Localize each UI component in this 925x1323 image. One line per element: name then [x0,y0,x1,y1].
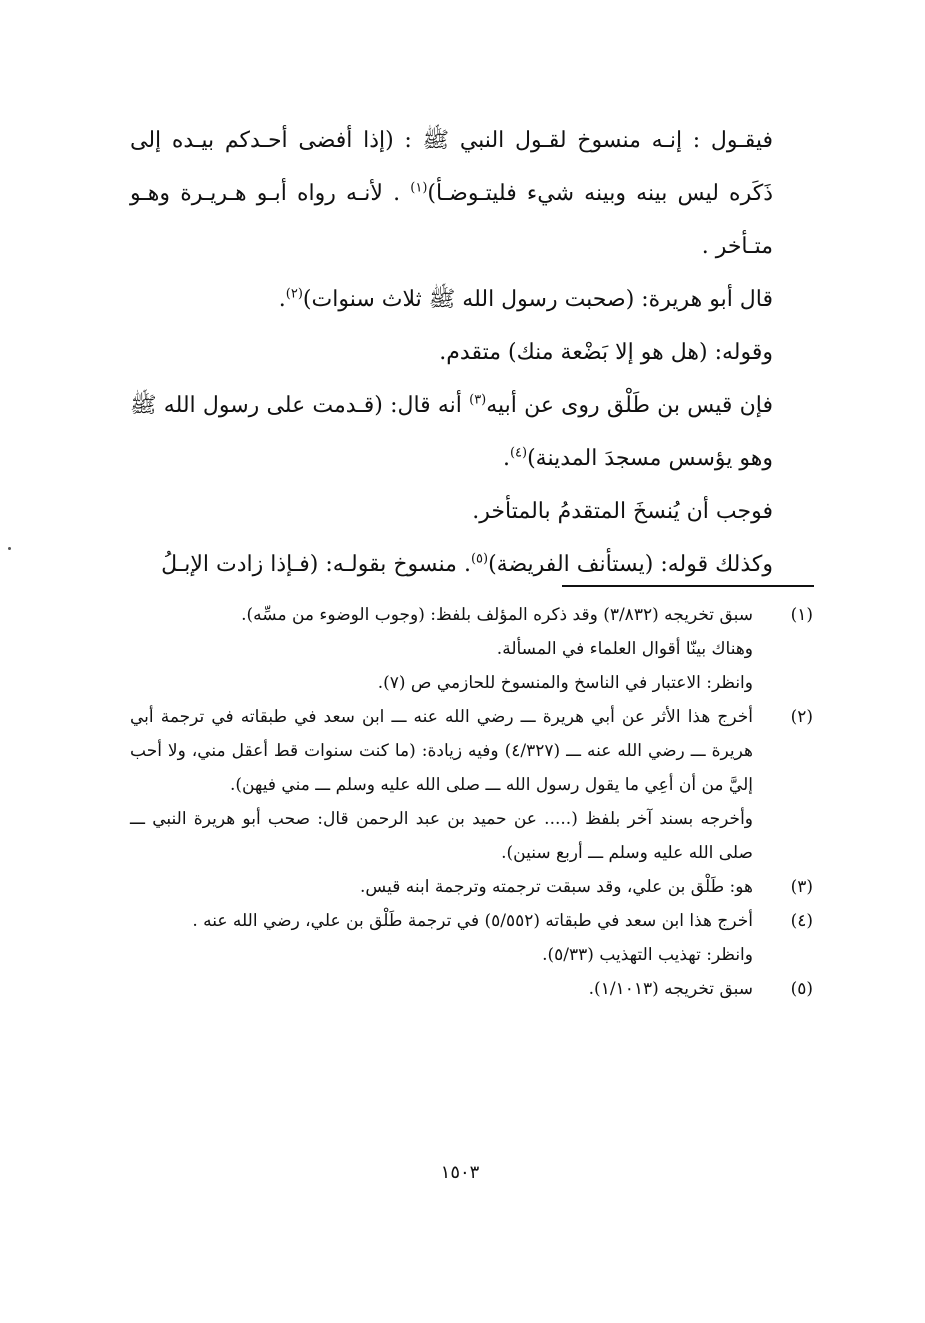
paragraph-1-text: فيقـول : إنـه منسوخ لقـول النبي ﷺ : (إذا أفضى أحـدكم بيـده إلى ذَكَره ليس بينه وبينه شيء فليتـوضـأ) [130,128,773,206]
paragraph-3: وقوله: (هل هو إلا بَضْعة منك) متقدم. [439,340,773,365]
footnote-body-4 [130,904,753,972]
paragraph-6 [130,538,815,591]
footnote-4-line-2: وانظر: تهذيب التهذيب (٥/٣٣). [542,945,753,965]
paragraph-1 [130,114,815,273]
paragraph-5: فوجب أن يُنسخَ المتقدمُ بالمتأخر. [472,499,773,524]
footnote-number-5: (٥) [790,979,813,999]
footnote-body-1 [130,598,753,700]
paragraph-2-tail: . [278,287,286,312]
footnotes [130,598,815,1006]
paragraph-4-tail: . [502,446,510,471]
paragraph-2 [130,273,815,326]
footnote-5-line-1: سبق تخريجه (١/١٠١٣). [588,979,753,999]
footnote-4-line-1: أخرج هذا ابن سعد في طبقاته (٥/٥٥٢) في ترجمة طَلْق بن علي، رضي الله عنه . [192,911,753,931]
footnote-2-line-1: أخرج هذا الأثر عن أبي هريرة ـــ رضي الله عنه ـــ ابن سعد في طبقاته في ترجمة أبي هريرة ـــ رضي الله عنه ـــ (٤/٣٢٧) وفيه زيادة: (ما كنت سنوات قط أعقل مني، ولا أحب إليَّ من أن أعِي ما يقول رسول الله ـــ صلى الله عليه وسلم ـــ مني فيهن). [130,707,753,795]
footnote-ref-4[interactable]: (٤) [509,445,528,461]
footnote-body-2 [130,700,753,870]
footnote-4 [130,904,815,972]
footnote-ref-5[interactable]: (٥) [470,551,489,567]
paragraph-6-text-a: وكذلك قوله: (يستأنف الفريضة) [488,552,773,577]
footnote-2 [130,700,815,870]
footnote-body-5 [130,972,753,1006]
main-text [130,114,815,591]
paragraph-4 [130,379,815,485]
footnote-1-line-3: وانظر: الاعتبار في الناسخ والمنسوخ للحازمي ص (٧). [377,673,753,693]
footnote-number-4: (٤) [790,911,813,931]
paragraph-1-tail: . لأنـه رواه أبـو هـريـرة وهـو متـأخر . [130,181,773,259]
footnote-ref-1[interactable]: (١) [410,180,428,196]
footnote-number-1: (١) [790,605,813,625]
page-number: ١٥٠٣ [440,1162,480,1183]
paragraph-4-text-a: فإن قيس بن طَلْق روى عن أبيه [486,393,774,418]
paragraph-4-text-b: أنه قال: (قـدمت على رسول الله ﷺ وهو يؤسس مسجدَ المدينة) [130,393,773,471]
footnote-1-line-1: سبق تخريجه (٣/٨٣٢) وقد ذكره المؤلف بلفظ: (وجوب الوضوء من مسِّه). [241,605,753,625]
footnote-number-2: (٢) [790,707,813,727]
scan-speck [8,547,11,550]
paragraph-6-text-b: . منسوخ بقولـه: (فـإذا زادت الإبـلُ [161,552,471,577]
footnote-1-line-2: وهناك بينّا أقوال العلماء في المسألة. [496,639,753,659]
footnote-ref-3[interactable]: (٣) [469,392,487,408]
footnote-5 [130,972,815,1006]
footnote-body-3 [130,870,753,904]
footnote-3 [130,870,815,904]
paragraph-2-text: قال أبو هريرة: (صحبت رسول الله ﷺ ثلاث سنوات) [302,287,773,312]
footnote-number-3: (٣) [790,877,813,897]
footnote-1 [130,598,815,700]
footnote-ref-2[interactable]: (٢) [285,286,303,302]
footnote-2-line-2: وأخرجه بسند آخر بلفظ (..... عن حميد بن عبد الرحمن قال: صحب أبو هريرة النبي ـــ صلى الله عليه وسلم ـــ أربع سنين). [130,809,753,863]
footnote-3-line-1: هو: طَلْق بن علي، وقد سبقت ترجمته وترجمة ابنه قيس. [360,877,753,897]
footnote-separator [562,585,814,587]
